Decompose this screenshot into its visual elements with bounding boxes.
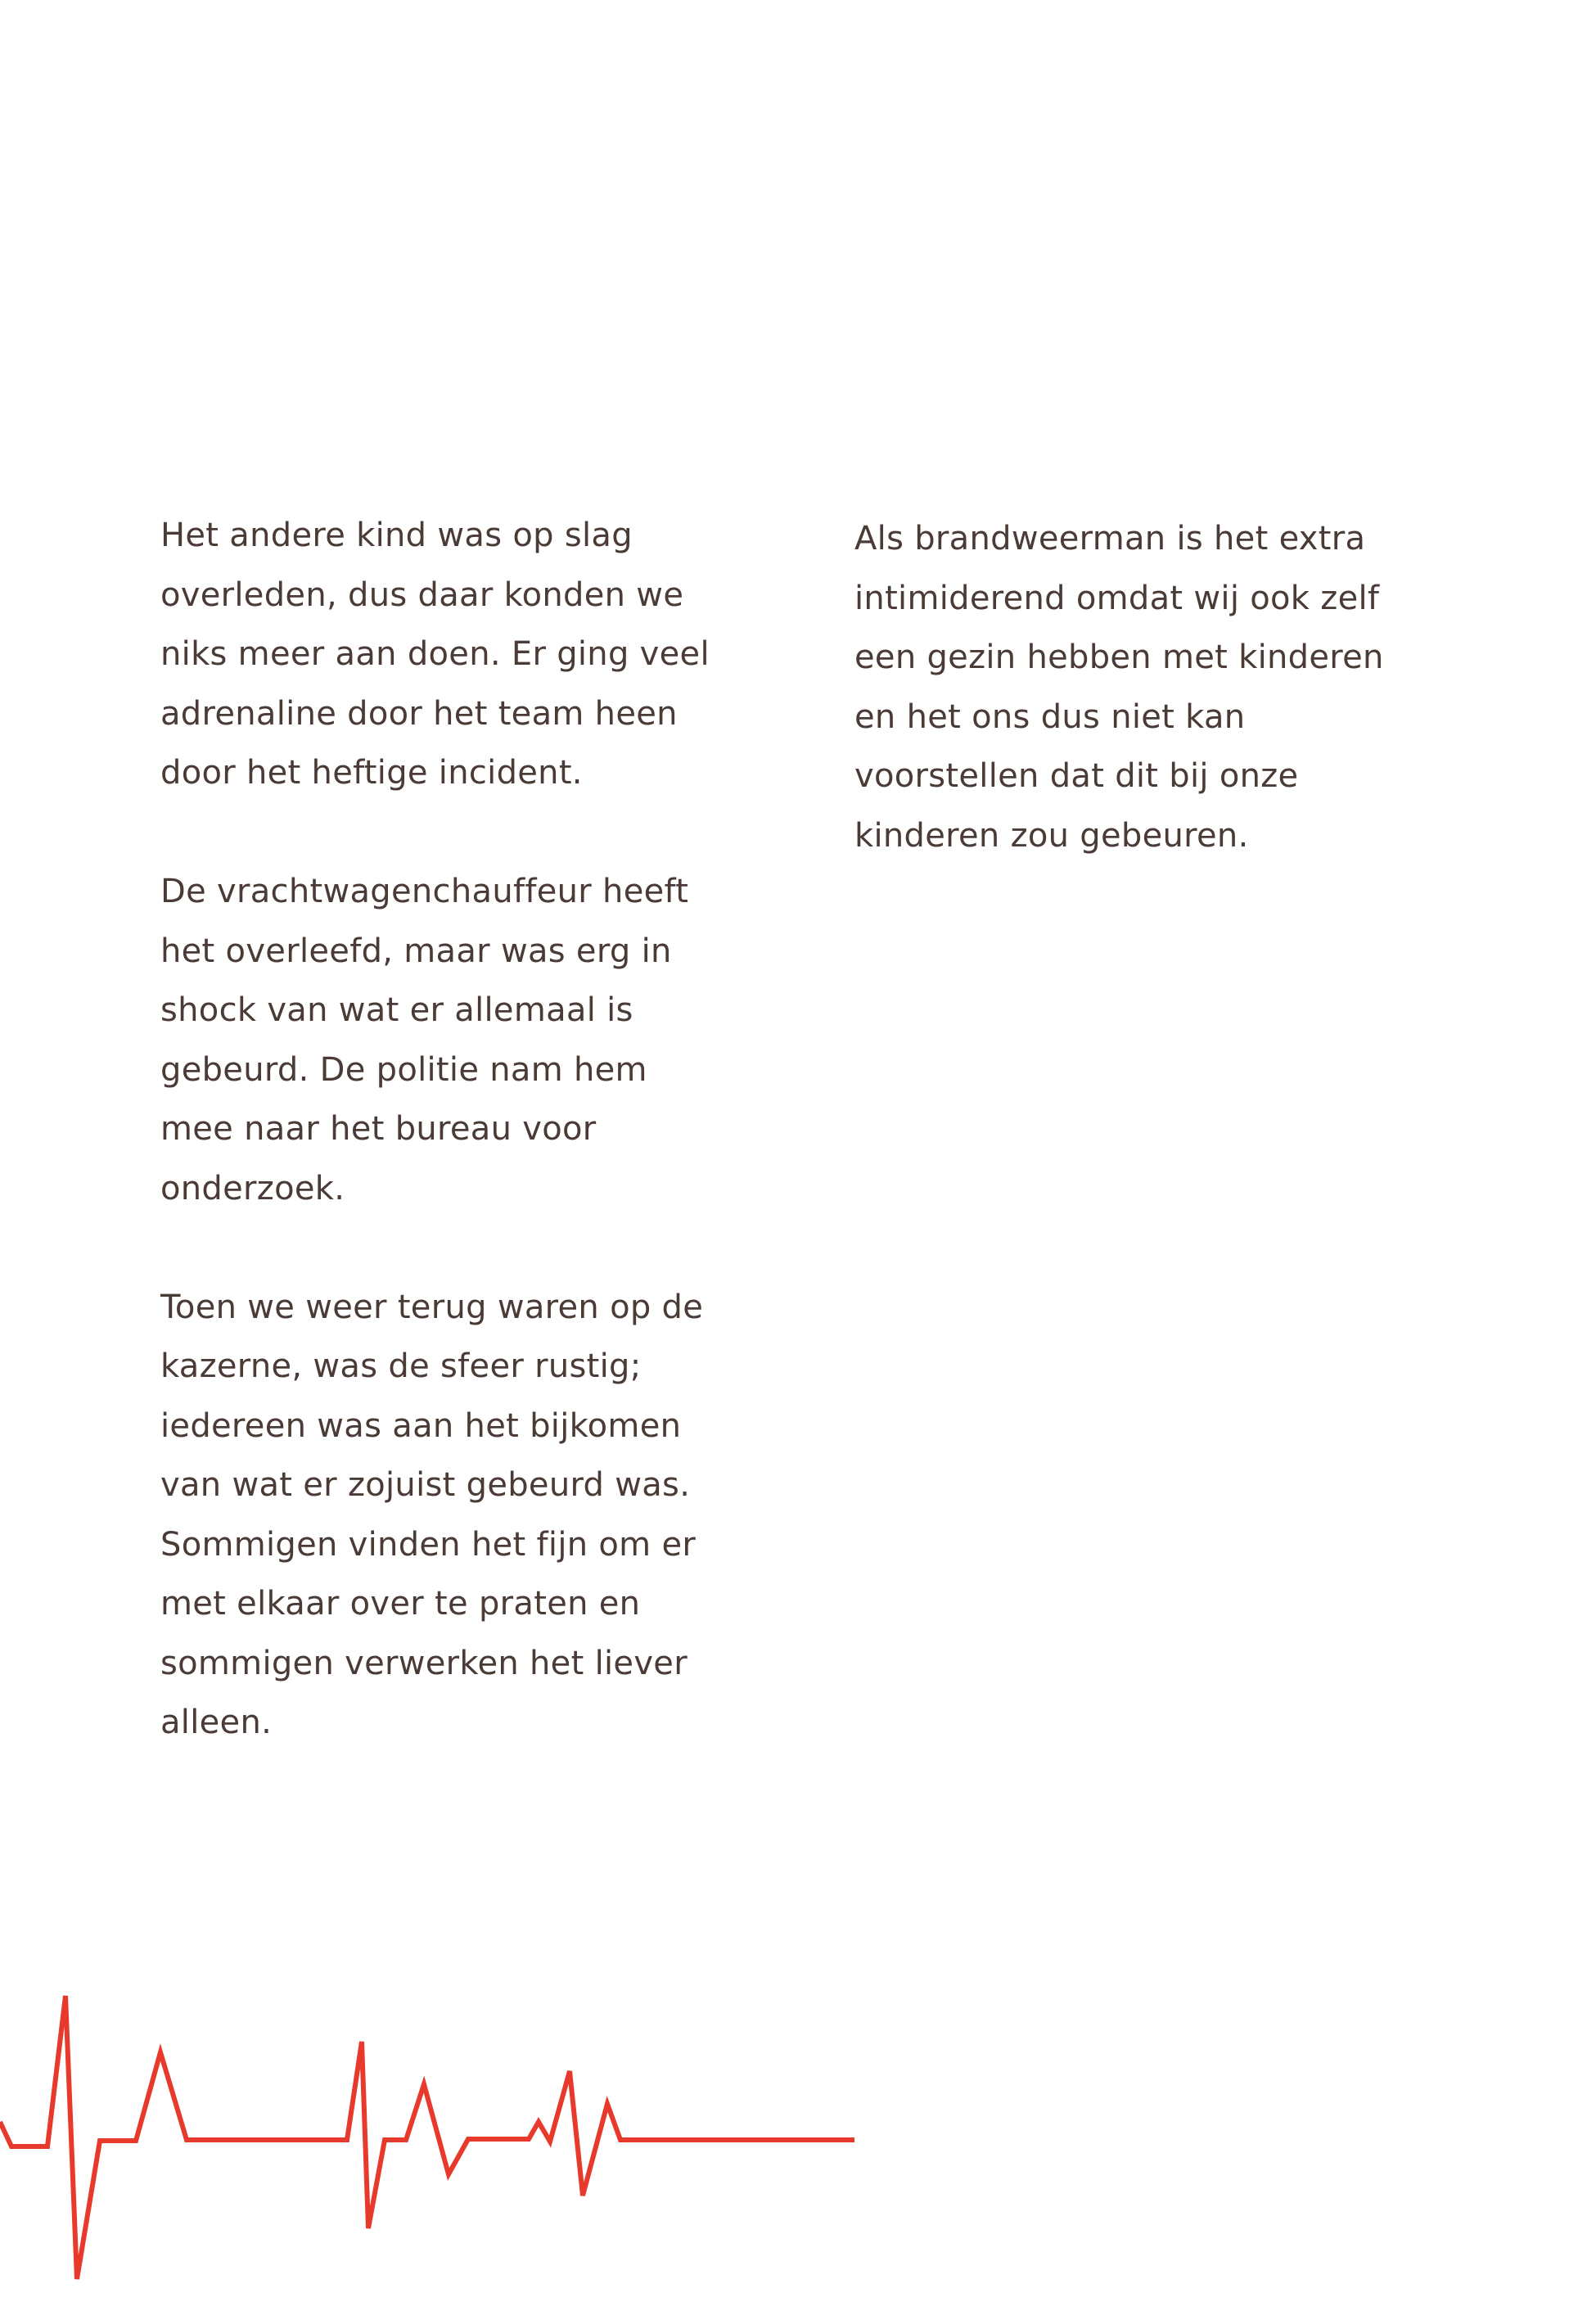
text-line: het overleefd, maar was erg in xyxy=(160,932,672,970)
right-column xyxy=(854,509,1477,865)
text-line: shock van wat er allemaal is xyxy=(160,991,633,1029)
text-line: Het andere kind was op slag xyxy=(160,517,633,554)
text-line: intimiderend omdat wij ook zelf xyxy=(854,579,1380,617)
text-line: sommigen verwerken het liever xyxy=(160,1644,688,1682)
text-line: Als brandweerman is het extra xyxy=(854,520,1366,557)
heartbeat-line xyxy=(0,1996,854,2279)
text-line: en het ons dus niet kan xyxy=(854,697,1246,736)
text-line: niks meer aan doen. Er ging veel xyxy=(160,635,710,673)
text-line: onderzoek. xyxy=(160,1169,345,1207)
text-line: overleden, dus daar konden we xyxy=(160,575,684,614)
text-line: iedereen was aan het bijkomen xyxy=(160,1406,682,1445)
text-line: gebeurd. De politie nam hem xyxy=(160,1050,647,1089)
heartbeat-line-icon xyxy=(0,1965,868,2292)
text-line: mee naar het bureau voor xyxy=(160,1110,597,1148)
paragraph xyxy=(854,509,1477,865)
text-line: voorstellen dat dit bij onze xyxy=(854,757,1299,795)
text-line: alleen. xyxy=(160,1704,273,1741)
paragraph xyxy=(160,506,782,803)
text-line: van wat er zojuist gebeurd was. xyxy=(160,1466,691,1504)
text-line: met elkaar over te praten en xyxy=(160,1585,641,1623)
text-line: De vrachtwagenchauffeur heeft xyxy=(160,873,689,910)
text-line: Toen we weer terug waren op de xyxy=(160,1288,704,1326)
left-column xyxy=(160,506,782,1753)
text-line: kazerne, was de sfeer rustig; xyxy=(160,1347,642,1385)
text-line: Sommigen vinden het fijn om er xyxy=(160,1525,697,1564)
text-line: kinderen zou gebeuren. xyxy=(854,816,1249,855)
paragraph xyxy=(160,1278,782,1753)
text-line: adrenaline door het team heen xyxy=(160,694,678,733)
text-line: een gezin hebben met kinderen xyxy=(854,639,1384,676)
paragraph xyxy=(160,862,782,1218)
text-line: door het heftige incident. xyxy=(160,754,583,792)
